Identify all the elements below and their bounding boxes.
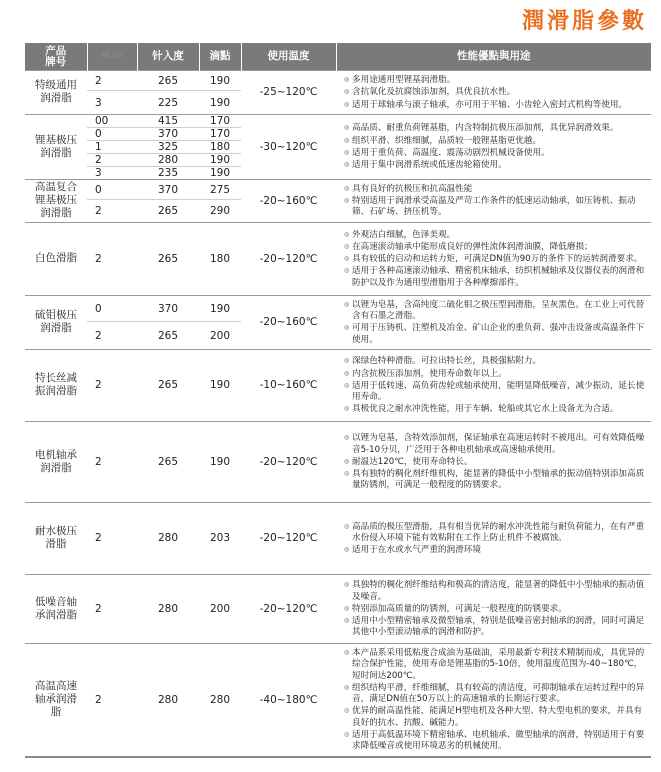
table-row [25,349,651,421]
feature-line [344,705,645,729]
grade-cell: 2 [87,574,137,643]
feature-text: 本产品系采用低粘度合成油为基础油，采用最新专利技术精制而成，具优异的综合保护性能，使用寿命是锂基脂的5-10倍，使用温度范围为-40~180℃，短时间达200℃。 [352,647,645,681]
temperature-range: -20~120℃ [241,574,336,643]
grease-parameter-table [25,43,651,758]
feature-text: 具极优良之耐水冲洗性能，用于车辆、轮船或其它水上设备尤为合适。 [352,404,619,415]
feature-line [344,403,645,415]
bullet-icon: ◎ [344,124,350,132]
bullet-icon: ◎ [344,267,350,275]
bullet-icon: ◎ [344,197,350,205]
feature-line [344,615,645,639]
grade-cell: 1 [87,140,137,153]
penetration-cell: 225 [137,91,199,114]
penetration-cell: 370 [137,179,199,199]
header-dropping-point: 滴點 [199,43,241,71]
bullet-icon: ◎ [344,581,350,589]
table-row [25,71,651,91]
dropping-point-cell: 190 [199,421,241,502]
grade-cell: 0 [87,295,137,321]
bullet-icon: ◎ [344,683,350,691]
dropping-point-cell: 190 [199,91,241,114]
feature-text: 以锂为皂基，含高纯度二硫化钼之极压型润滑脂，呈灰黑色。在工业上可代替含有石墨之滑脂。 [352,299,645,322]
feature-line [344,322,645,346]
bullet-icon: ◎ [344,604,350,612]
bullet-icon: ◎ [344,136,350,144]
features-cell [336,222,651,295]
bullet-icon: ◎ [344,300,350,308]
table-header-row [25,43,651,71]
bullet-icon: ◎ [344,100,350,108]
bullet-icon: ◎ [344,88,350,96]
feature-line [344,147,645,159]
feature-text: 多用途通用型锂基润滑脂。 [352,75,456,85]
penetration-cell: 280 [137,502,199,574]
temperature-range: -30~120℃ [241,114,336,179]
dropping-point-cell: 203 [199,502,241,574]
grade-cell: 0 [87,127,137,140]
bullet-icon: ◎ [344,381,350,389]
table-row [25,114,651,127]
feature-text: 适用于重负荷、高温度、震荡动剧烈机械设备使用。 [352,147,550,158]
feature-line [344,368,645,380]
grade-cell: 2 [87,71,137,91]
dropping-point-cell: 190 [199,166,241,179]
dropping-point-cell: 190 [199,153,241,166]
temperature-range: -40~180℃ [241,643,336,756]
bullet-icon: ◎ [344,148,350,156]
feature-text: 适用中小型精密轴承及微型轴承，特别是低噪音密封轴承的润滑，同时可满足其他中小型滚动轴承的润滑和防护。 [352,616,645,638]
bullet-icon: ◎ [344,457,350,465]
feature-line [344,265,645,289]
product-name: 白色滑脂 [25,222,87,295]
grade-cell: 2 [87,153,137,166]
bullet-icon: ◎ [344,405,350,413]
grade-cell: 2 [87,200,137,222]
bullet-icon: ◎ [344,255,350,263]
temperature-range: -20~120℃ [241,421,336,502]
grade-cell: 2 [87,643,137,756]
penetration-cell: 235 [137,166,199,179]
bullet-icon: ◎ [344,707,350,715]
feature-text: 外观洁白细腻，色泽美观。 [352,229,456,240]
bullet-icon: ◎ [344,470,350,478]
feature-line [344,647,645,682]
dropping-point-cell: 275 [199,179,241,199]
header-temperature: 使用温度 [241,43,336,71]
features-cell [336,71,651,115]
feature-line [344,253,645,265]
penetration-cell: 370 [137,295,199,321]
bullet-icon: ◎ [344,357,350,365]
product-name: 低噪音轴 承润滑脂 [25,574,87,643]
table-row [25,421,651,502]
bullet-icon: ◎ [344,242,350,250]
feature-text: 适用于球轴承与滚子轴承，亦可用于平轴、小齿轮入密封式机构等使用。 [352,99,628,110]
feature-text: 耐温达120℃，使用寿命特长。 [352,456,473,467]
feature-line [344,432,645,456]
feature-line [344,579,645,603]
grade-cell: 2 [87,421,137,502]
bullet-icon: ◎ [344,648,350,656]
bullet-icon: ◎ [344,434,350,442]
bullet-icon: ◎ [344,617,350,625]
grade-cell: 00 [87,114,137,127]
feature-line [344,603,645,615]
table-row [25,643,651,756]
feature-line [344,729,645,753]
product-name: 锂基极压 润滑脂 [25,114,87,179]
feature-text: 特别适用于润滑承受高温及严苛工作条件的低速运动轴承，如压铸机、振动筛、石矿场、挤压机等。 [352,196,636,218]
feature-text: 适用于低转速、高负荷齿轮或轴承使用，能明显降低噪音，减少振动，延长使用寿命。 [352,380,645,403]
table-row [25,574,651,643]
feature-text: 具有良好的抗极压和抗高温性能 [352,183,473,194]
temperature-range: -20~120℃ [241,502,336,574]
product-name: 高温复合 锂基极压 润滑脂 [25,179,87,222]
dropping-point-cell: 180 [199,140,241,153]
feature-text: 适用于集中润滑系统或低速齿轮箱使用。 [352,160,507,171]
penetration-cell: 265 [137,421,199,502]
dropping-point-cell: 190 [199,71,241,91]
penetration-cell: 265 [137,200,199,222]
penetration-cell: 265 [137,71,199,91]
feature-line [344,86,645,98]
header-penetration: 针入度 [137,43,199,71]
feature-line [344,380,645,404]
dropping-point-cell: 190 [199,295,241,321]
product-name: 电机轴承 润滑脂 [25,421,87,502]
features-cell [336,502,651,574]
feature-text: 适用于高低温环境下精密轴承、电机轴承、微型轴承的润滑，特别适用于有要求降低噪音或使用环境恶劣的机械使用。 [352,730,645,752]
feature-text: 可用于压铸机、注塑机及冶金、矿山企业的重负荷、强冲击设备或高温条件下使用。 [352,323,645,345]
dropping-point-cell: 180 [199,222,241,295]
feature-text: 内含抗极压添加剂，使用寿命数年以上。 [352,368,507,379]
table-row [25,222,651,295]
feature-line [344,159,645,171]
feature-text: 在高速滚动轴承中能形成良好的弹性流体润滑油膜，降低磨损； [352,241,593,252]
features-cell [336,421,651,502]
feature-line [344,355,645,367]
dropping-point-cell: 200 [199,322,241,350]
bullet-icon: ◎ [344,184,350,192]
grade-cell: 3 [87,166,137,179]
grade-cell: 3 [87,91,137,114]
feature-text: 优异的耐高温性能，能满足H型电机及各种大型、特大型电机的要求，并具有良好的抗水、抗酸、碱能力。 [352,706,643,728]
page-title: 潤滑脂參數 [521,9,647,34]
dropping-point-cell: 280 [199,643,241,756]
feature-text: 高品质、耐重负荷锂基脂，内含特制抗极压添加剂，具优异润滑效果。 [352,123,619,134]
feature-line [344,99,645,111]
feature-text: 具有独特的稠化剂纤维机构，能显著的降低中小型轴承的振动值特别添加高质量防锈剂，可满足一般程度的防锈要求。 [352,469,645,491]
grade-cell: 2 [87,322,137,350]
table-row [25,295,651,321]
feature-line [344,74,645,86]
product-name: 特级通用 润滑脂 [25,71,87,115]
feature-line [344,682,645,706]
product-name: 特长丝减 振润滑脂 [25,349,87,421]
feature-line [344,122,645,134]
header-features: 性能優點與用途 [336,43,651,71]
temperature-range: -25~120℃ [241,71,336,115]
header-product-name: 产品 牌号 [25,43,87,71]
features-cell [336,295,651,349]
penetration-cell: 415 [137,114,199,127]
dropping-point-cell: 170 [199,114,241,127]
feature-text: 特别添加高质量的防锈剂，可满足一般程度的防锈要求。 [352,603,567,614]
bullet-icon: ◎ [344,161,350,169]
bullet-icon: ◎ [344,76,350,83]
product-name: 耐水极压 滑脂 [25,502,87,574]
feature-text: 组织平滑、织维细腻，品质较一般锂基脂更优越。 [352,135,542,146]
features-cell [336,574,651,643]
feature-text: 高品质的极压型滑脂，具有相当优异的耐水冲洗性能与耐负荷能力，在有严重水份侵入环境下能有效粘附在工作上防止机件不被腐蚀。 [352,521,645,543]
temperature-range: -10~160℃ [241,349,336,421]
bullet-icon: ◎ [344,731,350,739]
grade-cell: 2 [87,502,137,574]
grade-cell: 2 [87,222,137,295]
product-name: 高温高速 轴承润滑 脂 [25,643,87,756]
feature-line [344,241,645,253]
temperature-range: -20~120℃ [241,222,336,295]
feature-text: 以锂为皂基，含特效添加剂，保证轴承在高速运转时不被甩出。可有效降低噪音5-10分贝，广泛用于各种电机轴承或高速轴承使用。 [352,433,645,455]
feature-line [344,468,645,492]
table-body [25,71,651,757]
penetration-cell: 265 [137,322,199,350]
grade-cell: 0 [87,179,137,199]
product-name: 硫钼极压 润滑脂 [25,295,87,349]
table-row [25,502,651,574]
features-cell [336,179,651,222]
dropping-point-cell: 190 [199,349,241,421]
penetration-cell: 280 [137,153,199,166]
bullet-icon: ◎ [344,369,350,377]
grade-cell: 2 [87,349,137,421]
header-grade: NLGI [87,43,137,71]
bullet-icon: ◎ [344,324,350,332]
features-cell [336,349,651,421]
feature-text: 适用于各种高速滚动轴承、精密机床轴承，纺织机械轴承及仪器仪表的润滑和防护以及作为通用型滑脂用于各种摩擦部件。 [352,266,645,288]
temperature-range: -20~160℃ [241,179,336,222]
penetration-cell: 265 [137,349,199,421]
temperature-range: -20~160℃ [241,295,336,349]
bullet-icon: ◎ [344,522,350,530]
dropping-point-cell: 200 [199,574,241,643]
table-row [25,179,651,199]
features-cell [336,643,651,756]
feature-text: 含抗氧化及抗腐蚀添加剂，具优良抗水性。 [352,87,516,98]
penetration-cell: 280 [137,643,199,756]
dropping-point-cell: 170 [199,127,241,140]
feature-text: 组织结构平滑，纤维细腻，具有较高的清洁度，可抑制轴承在运转过程中的异音，满足DN值在50万以上的高速轴承的长期运行要求。 [352,682,645,705]
feature-line [344,195,645,219]
feature-line [344,456,645,468]
feature-line [344,521,645,545]
penetration-cell: 325 [137,140,199,153]
bullet-icon: ◎ [344,230,350,238]
dropping-point-cell: 290 [199,200,241,222]
features-cell [336,114,651,179]
feature-text: 具有较低的启动和运转力矩，可满足DN值为90万的条件下的运转润滑要求。 [352,254,643,265]
feature-line [344,135,645,147]
feature-line [344,544,645,556]
feature-line [344,183,645,195]
penetration-cell: 265 [137,222,199,295]
feature-text: 适用于在水或水气严重的润滑环境 [352,545,481,556]
feature-line [344,299,645,323]
feature-text: 深绿色特种滑脂。可拉出特长丝，具极强粘附力。 [352,356,542,367]
feature-text: 具独特的稠化剂纤维结构和极高的清洁度，能显著的降低中小型轴承的振动值及噪音。 [352,580,645,602]
feature-line [344,229,645,241]
penetration-cell: 280 [137,574,199,643]
bullet-icon: ◎ [344,546,350,554]
penetration-cell: 370 [137,127,199,140]
